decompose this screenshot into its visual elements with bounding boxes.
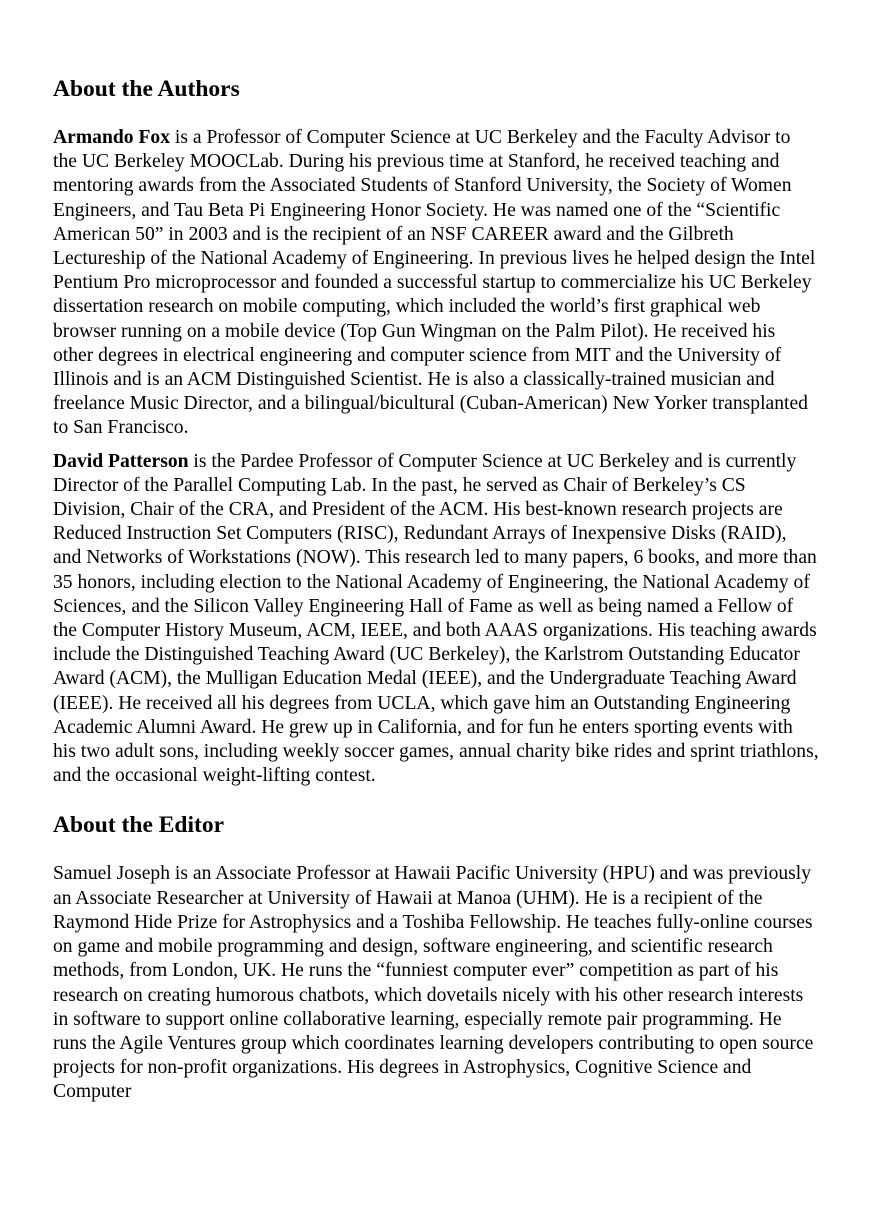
patterson-bio-paragraph: [53, 450, 819, 789]
about-authors-heading: About the Authors: [53, 76, 240, 102]
fox-bio-text: is a Professor of Computer Science at UC Berkeley and the Faculty Advisor to the UC Berkeley MOOCLab. During his previous time at Stanford, he received teaching and mentoring awards from the Associated Students of Stanford University, the Society of Women Engineers, and Tau Beta Pi Engineering Honor Society. He was named one of the “Scientific American 50” in 2003 and is the recipient of an NSF CAREER award and the Gilbreth Lectureship of the National Academy of Engineering. In previous lives he helped design the Intel Pentium Pro microprocessor and founded a successful startup to commercialize his UC Berkeley dissertation research on mobile computing, which included the world’s first graphical web browser running on a mobile device (Top Gun Wingman on the Palm Pilot). He received his other degrees in electrical engineering and computer science from MIT and the University of Illinois and is an ACM Distinguished Scientist. He is also a classically-trained musician and freelance Music Director, and a bilingual/bicultural (Cuban-American) New Yorker transplanted to San Francisco.: [53, 127, 816, 439]
patterson-name: David Patterson: [53, 450, 189, 472]
document-body: [53, 72, 819, 1105]
fox-name: Armando Fox: [53, 127, 171, 148]
about-editor-heading: About the Editor: [53, 812, 225, 839]
fox-bio-paragraph: [53, 126, 819, 441]
editor-bio-paragraph: Samuel Joseph is an Associate Professor at Hawaii Pacific University (HPU) and was previously an Associate Researcher at University of Hawaii at Manoa (UHM). He is a recipient of the Raymond Hide Prize for Astrophysics and a Toshiba Fellowship. He teaches fully-online courses on game and mobile programming and design, software engineering, and scientific research methods, from London, UK. He runs the “funniest computer ever” competition as part of his research on creating humorous chatbots, which dovetails nicely with his other research interests in software to support online collaborative learning, especially remote pair programming. He runs the Agile Ventures group which coordinates learning developers contributing to open source projects for non-profit organizations. His degrees in Astrophysics, Cognitive Science and Computer: [53, 863, 814, 1103]
patterson-bio-text: is the Pardee Professor of Computer Science at UC Berkeley and is currently Director of the Parallel Computing Lab. In the past, he served as Chair of Berkeley’s CS Division, Chair of the CRA, and President of the ACM. His best-known research projects are Reduced Instruction Set Computers (RISC), Redundant Arrays of Inexpensive Disks (RAID), and Networks of Workstations (NOW). This research led to many papers, 6 books, and more than 35 honors, including election to the National Academy of Engineering, the National Academy of Sciences, and the Silicon Valley Engineering Hall of Fame as well as being named a Fellow of the Computer History Museum, ACM, IEEE, and both AAAS organizations. His teaching awards include the Distinguished Teaching Award (UC Berkeley), the Karlstrom Outstanding Educator Award (ACM), the Mulligan Education Medal (IEEE), and the Undergraduate Teaching Award (IEEE). He received all his degrees from UCLA, which gave him an Outstanding Engineering Academic Alumni Award. He grew up in California, and for fun he enters sporting events with his two adult sons, including weekly soccer games, annual charity bike rides and sprint triathlons, and the occasional weight-lifting contest.: [53, 450, 819, 787]
